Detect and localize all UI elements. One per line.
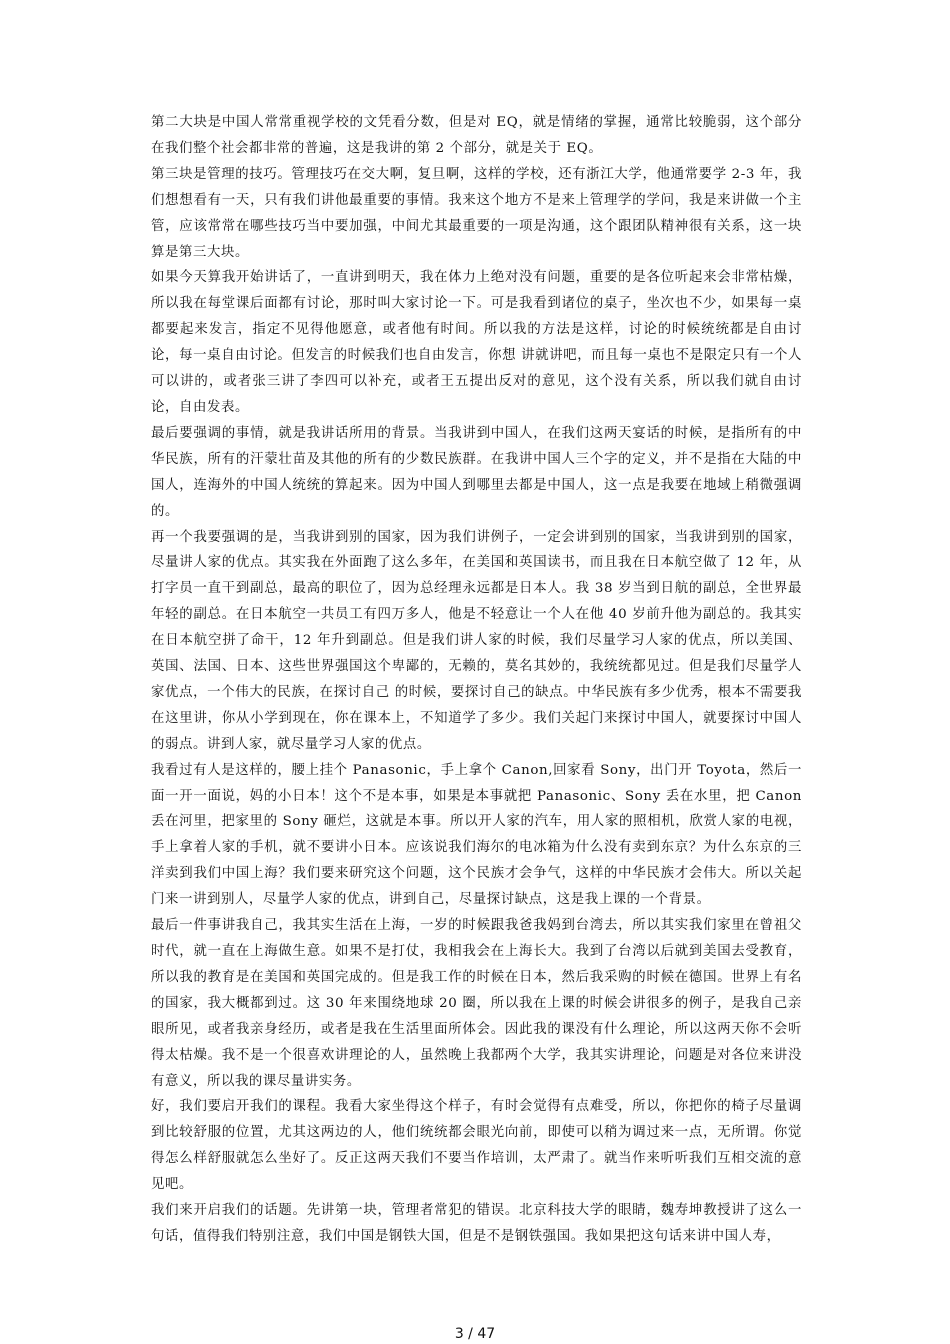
paragraph-first-topic: 我们来开启我们的话题。先讲第一块，管理者常犯的错误。北京科技大学的眼睛，魏寿坤教授讲了这么一句话，值得我们特别注意，我们中国是钢铁大国，但是不是钢铁强国。我如果把这句话来讲中国人寿， — [151, 1203, 802, 1244]
paragraph-background: 最后要强调的事情，就是我讲话所用的背景。当我讲到中国人，在我们这两天宴话的时候，是指所有的中华民族，所有的汗蒙壮苗及其他的所有的少数民族群。在我讲中国人三个字的定义，并不是指在大陆的中国人，连海外的中国人统统的算起来。因为中国人到哪里去都是中国人，这一点是我要在地域上稍微强调的。 — [151, 425, 802, 519]
paragraph-discussion: 如果今天算我开始讲话了，一直讲到明天，我在体力上绝对没有问题，重要的是各位听起来会非常枯燥，所以我在每堂课后面都有讨论，那时叫大家讨论一下。可是我看到诸位的桌子，坐次也不少，如果每一桌都要起来发言，指定不见得他愿意，或者他有时间。所以我的方法是这样，讨论的时候统统都是自由讨论，每一桌自由讨论。但发言的时候我们也自由发言，你想 讲就讲吧，而且每一桌也不是限定只有一个人可以讲的，或者张三讲了李四可以补充，或者王五提出反对的意见，这个没有关系，所以我们就自由讨论，自由发表。 — [151, 270, 802, 415]
paragraph-management-skills: 第三块是管理的技巧。管理技巧在交大啊，复旦啊，这样的学校，还有浙江大学，他通常要学 2-3 年，我们想想看有一天，只有我们讲他最重要的事情。我来这个地方不是来上管理学的学问，我是来讲做一个主管，应该常常在哪些技巧当中要加强，中间尤其最重要的一项是沟通，这个跟团队精神很有关系，这一块算是第三大块。 — [151, 166, 802, 260]
document-body — [151, 110, 802, 1250]
paragraph-other-countries: 再一个我要强调的是，当我讲到别的国家，因为我们讲例子，一定会讲到别的国家，当我讲到别的国家，尽量讲人家的优点。其实我在外面跑了这么多年，在美国和英国读书，而且我在日本航空做了 12 年，从打字员一直干到副总，最高的职位了，因为总经理永远都是日本人。我 38 岁当到日航的副总，全世界最年轻的副总。在日本航空一共员工有四万多人，他是不轻意让一个人在他 40 岁前升他为副总的。我其实在日本航空拼了命干，12 年升到副总。但是我们讲人家的时候，我们尽量学习人家的优点，所以美国、英国、法国、日本、这些世界强国这个卑鄙的，无赖的，莫名其妙的，我统统都见过。但是我们尽量学人家优点，一个伟大的民族，在探讨自己 的时候，要探讨自己的缺点。中华民族有多少优秀，根本不需要我在这里讲，你从小学到现在，你在课本上，不知道学了多少。我们关起门来探讨中国人，就要探讨中国人的弱点。讲到人家，就尽量学习人家的优点。 — [151, 529, 802, 752]
page-number: 3 / 47 — [454, 1326, 496, 1342]
paragraph-japanese-brands: 我看过有人是这样的，腰上挂个 Panasonic，手上拿个 Canon,回家看 Sony，出门开 Toyota，然后一面一开一面说，妈的小日本！这个不是本事，如果是本事就把 Panasonic、Sony 丢在水里，把 Canon 丢在河里，把家里的 Sony 砸烂，这就是本事。所以开人家的汽车，用人家的照相机，欣赏人家的电视，手上拿着人家的手机，就不要讲小日本。应该说我们海尔的电冰箱为什么没有卖到东京？为什么东京的三洋卖到我们中国上海？我们要来研究这个问题，这个民族才会争气，这样的中华民族才会伟大。所以关起门来一讲到别人，尽量学人家的优点，讲到自己，尽量探讨缺点，这是我上课的一个背景。 — [151, 762, 802, 908]
paragraph-start-course: 好，我们要启开我们的课程。我看大家坐得这个样子，有时会觉得有点难受，所以，你把你的椅子尽量调到比较舒服的位置，尤其这两边的人，他们统统都会眼光向前，即使可以稍为调过来一点，无所谓。你觉得怎么样舒服就怎么坐好了。反正这两天我们不要当作培训，太严肃了。就当作来听听我们互相交流的意见吧。 — [151, 1099, 802, 1193]
paragraph-about-myself: 最后一件事讲我自己，我其实生活在上海，一岁的时候跟我爸我妈到台湾去，所以其实我们家里在曾祖父时代，就一直在上海做生意。如果不是打仗，我相我会在上海长大。我到了台湾以后就到美国去受教育，所以我的教育是在美国和英国完成的。但是我工作的时候在日本，然后我采购的时候在德国。世界上有名的国家，我大概都到过。这 30 年来围绕地球 20 圈，所以我在上课的时候会讲很多的例子，是我自己亲眼所见，或者我亲身经历，或者是我在生活里面所体会。因此我的课没有什么理论，所以这两天你不会听得太枯燥。我不是一个很喜欢讲理论的人，虽然晚上我都两个大学，我其实讲理论，问题是对各位来讲没有意义，所以我的课尽量讲实务。 — [151, 918, 802, 1089]
paragraph-eq: 第二大块是中国人常常重视学校的文凭看分数，但是对 EQ，就是情绪的掌握，通常比较脆弱，这个部分在我们整个社会都非常的普遍，这是我讲的第 2 个部分，就是关于 EQ。 — [151, 115, 802, 156]
